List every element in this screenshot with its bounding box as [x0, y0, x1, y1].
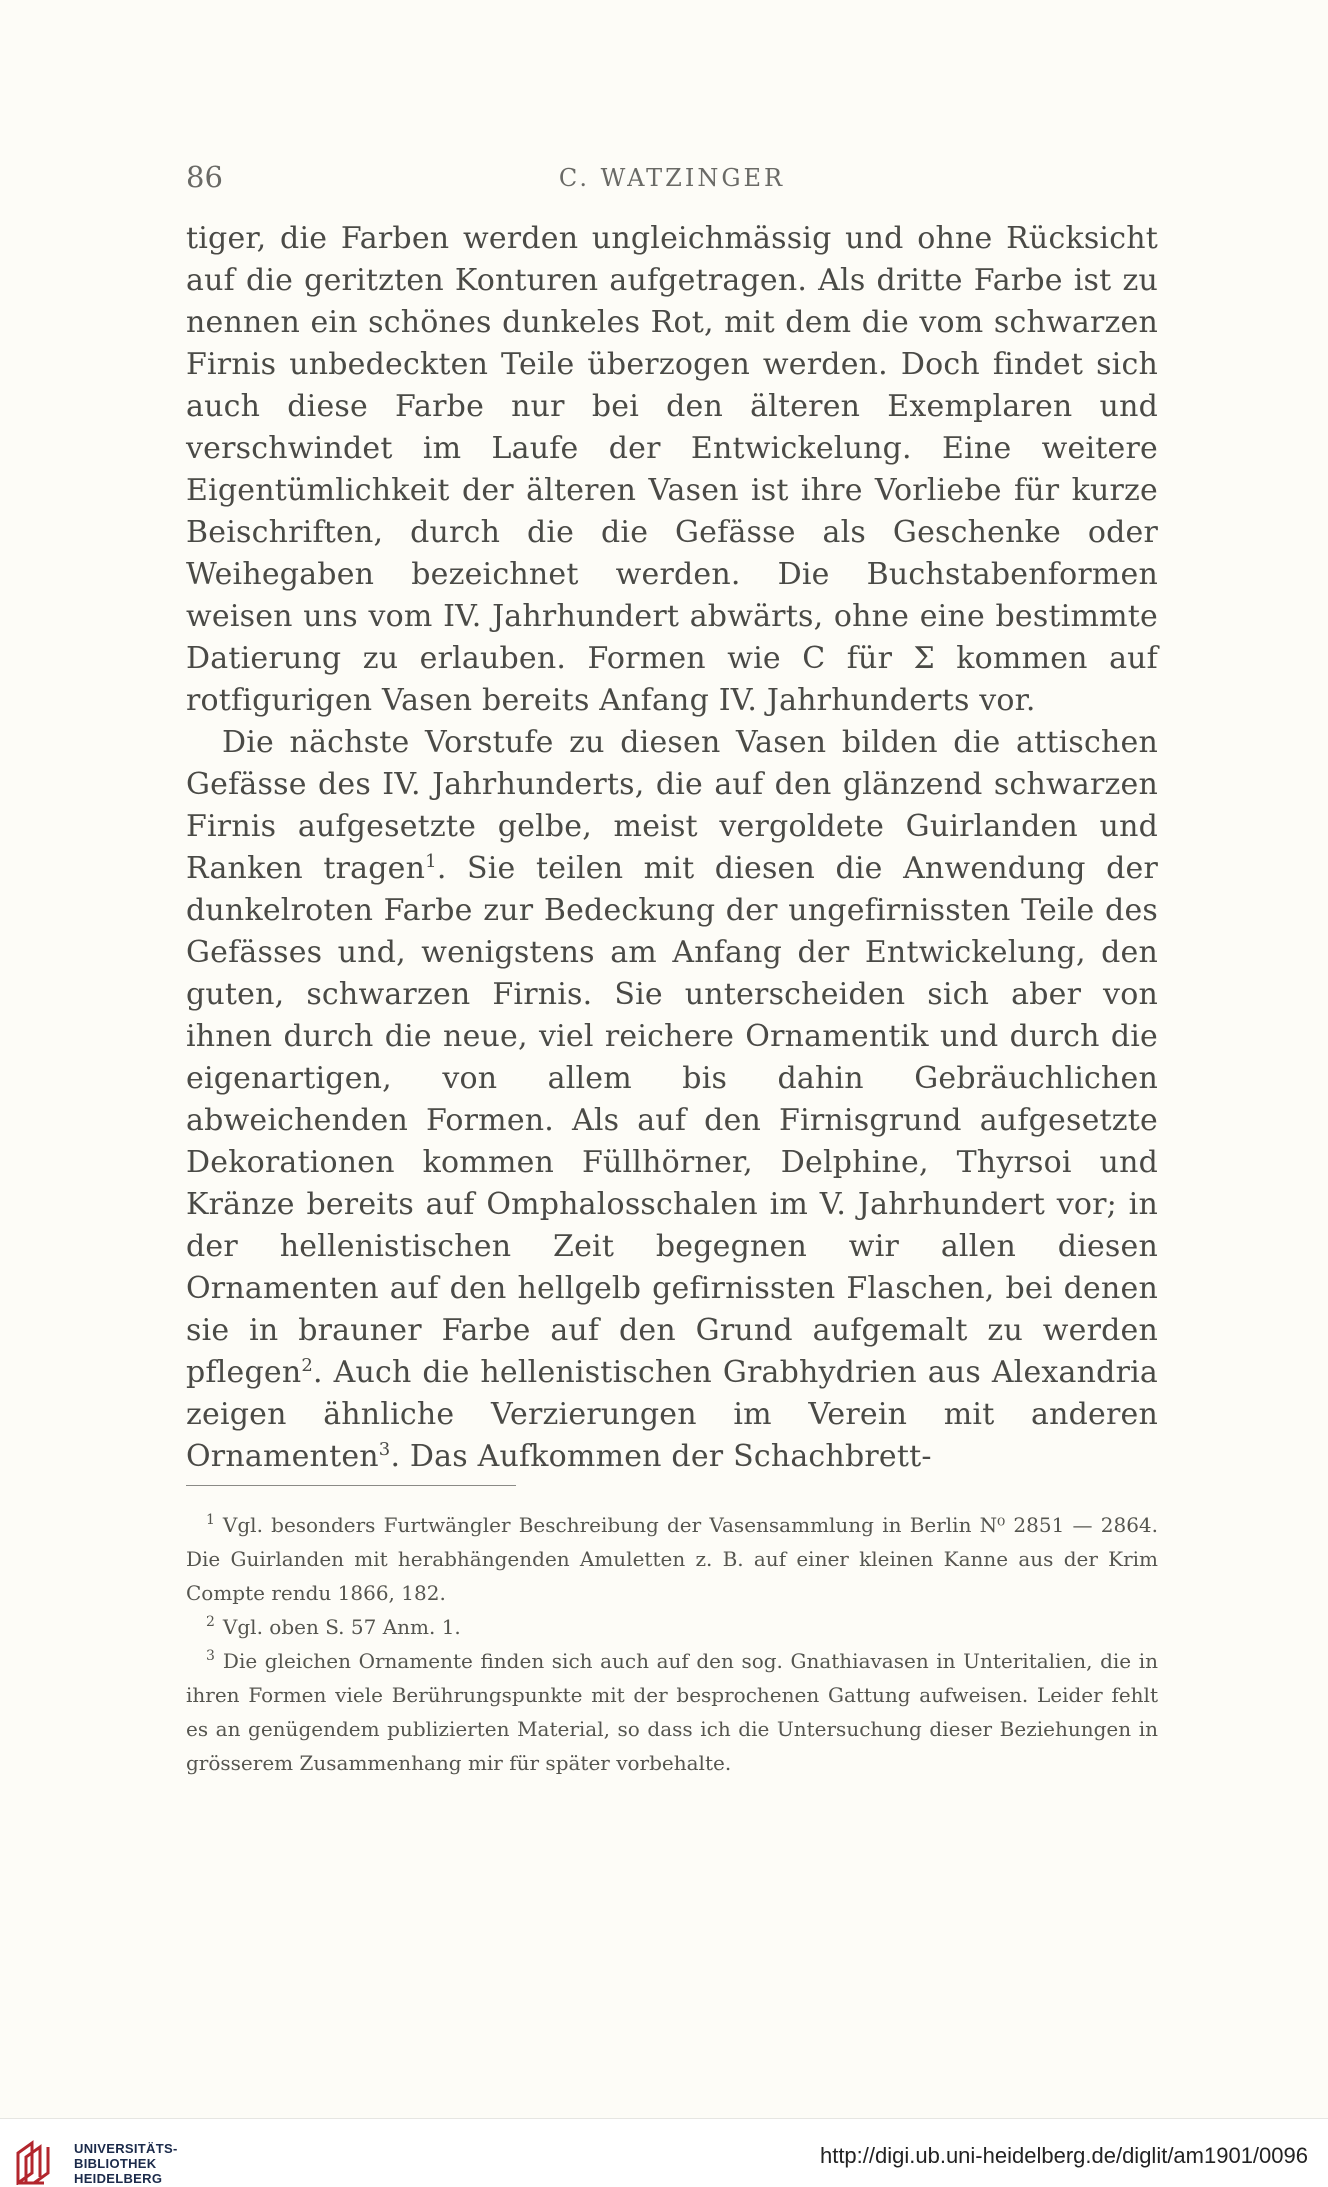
library-name-line-1: UNIVERSITÄTS- — [74, 2141, 178, 2156]
footnote-text-3: Die gleichen Ornamente finden sich auch auf den sog. Gnathiavasen in Unteritalien, die in ihren Formen viele Berührungspunkte mit der besprochenen Gattung aufweisen. Leider fehlt es an genügendem publizierten Material, so dass ich die Untersuchung dieser Beziehungen in grösserem Zusammenhang mir für später vorbehalte. — [186, 1649, 1158, 1775]
body-text — [186, 218, 1158, 1478]
footnote-divider — [186, 1485, 516, 1486]
library-logo-icon[interactable] — [14, 2139, 58, 2185]
footnote-ref-3[interactable]: 3 — [378, 1439, 391, 1460]
footnote-3 — [186, 1644, 1158, 1780]
footnote-text-2: Vgl. oben S. 57 Anm. 1. — [222, 1615, 461, 1639]
paragraph-2 — [186, 722, 1158, 1478]
page-header — [186, 160, 1158, 200]
footnote-1 — [186, 1508, 1158, 1610]
footnote-ref-2[interactable]: 2 — [301, 1355, 313, 1376]
footnote-ref-1[interactable]: 1 — [425, 851, 437, 872]
library-name-line-3: HEIDELBERG — [74, 2171, 163, 2186]
footer-bar — [0, 2118, 1328, 2187]
footnotes — [186, 1508, 1158, 1780]
library-name — [74, 2141, 178, 2186]
paragraph-1: tiger, die Farben werden ungleichmässig und ohne Rücksicht auf die geritzten Konturen aufgetragen. Als dritte Farbe ist zu nennen ein schönes dunkeles Rot, mit dem die vom schwarzen Firnis unbedeckten Teile überzogen werden. Doch findet sich auch diese Farbe nur bei den älteren Exemplaren und verschwindet im Laufe der Entwickelung. Eine weitere Eigentümlichkeit der älteren Vasen ist ihre Vorliebe für kurze Beischriften, durch die die Gefässe als Geschenke oder Weihegaben bezeichnet werden. Die Buchstabenformen weisen uns vom IV. Jahrhundert abwärts, ohne eine bestimmte Datierung zu erlauben. Formen wie C für Σ kommen auf rotfigurigen Vasen bereits Anfang IV. Jahrhunderts vor. — [186, 221, 1158, 718]
library-name-line-2: BIBLIOTHEK — [74, 2156, 157, 2171]
footnote-mark-1: 1 — [206, 1512, 215, 1529]
paragraph-2-part-b: . Sie teilen mit diesen die Anwendung der dunkelroten Farbe zur Bedeckung der ungefirnissten Teile des Gefässes und, wenigstens am Anfang der Entwickelung, den guten, schwarzen Firnis. Sie unterscheiden sich aber von ihnen durch die neue, viel reichere Ornamentik und durch die eigenartigen, von allem bis dahin Gebräuchlichen abweichenden Formen. Als auf den Firnisgrund aufgesetzte Dekorationen kommen Füllhörner, Delphine, Thyrsoi und Kränze bereits auf Omphalosschalen im V. Jahrhundert vor; in der hellenistischen Zeit begegnen wir allen diesen Ornamenten auf den hellgelb gefirnissten Flaschen, bei denen sie in brauner Farbe auf den Grund aufgemalt zu werden pflegen — [186, 851, 1159, 1390]
paragraph-2-part-a: Die nächste Vorstufe zu diesen Vasen bilden die attischen Gefässe des IV. Jahrhunderts, die auf den glänzend schwarzen Firnis aufgesetzte gelbe, meist vergoldete Guirlanden und Ranken tragen — [186, 725, 1158, 886]
footnote-mark-3: 3 — [206, 1648, 215, 1665]
paragraph-2-part-c: . Auch die hellenistischen Grabhydrien aus Alexandria zeigen ähnliche Verzierungen im Verein mit anderen Ornamenten — [186, 1355, 1158, 1474]
footnote-text-1: Vgl. besonders Furtwängler Beschreibung der Vasensammlung in Berlin N⁰ 2851 — 2864. Die Guirlanden mit herabhängenden Amuletten z. B. auf einer kleinen Kanne aus der Krim Compte rendu 1866, 182. — [186, 1513, 1158, 1605]
page-number: 86 — [186, 160, 223, 194]
running-head: C. WATZINGER — [558, 164, 786, 192]
footnote-2 — [186, 1610, 1158, 1644]
paragraph-2-part-d: . Das Aufkommen der Schachbrett- — [390, 1439, 932, 1474]
footnote-mark-2: 2 — [206, 1614, 215, 1631]
source-url[interactable]: http://digi.ub.uni-heidelberg.de/diglit/am1901/0096 — [819, 2143, 1308, 2168]
